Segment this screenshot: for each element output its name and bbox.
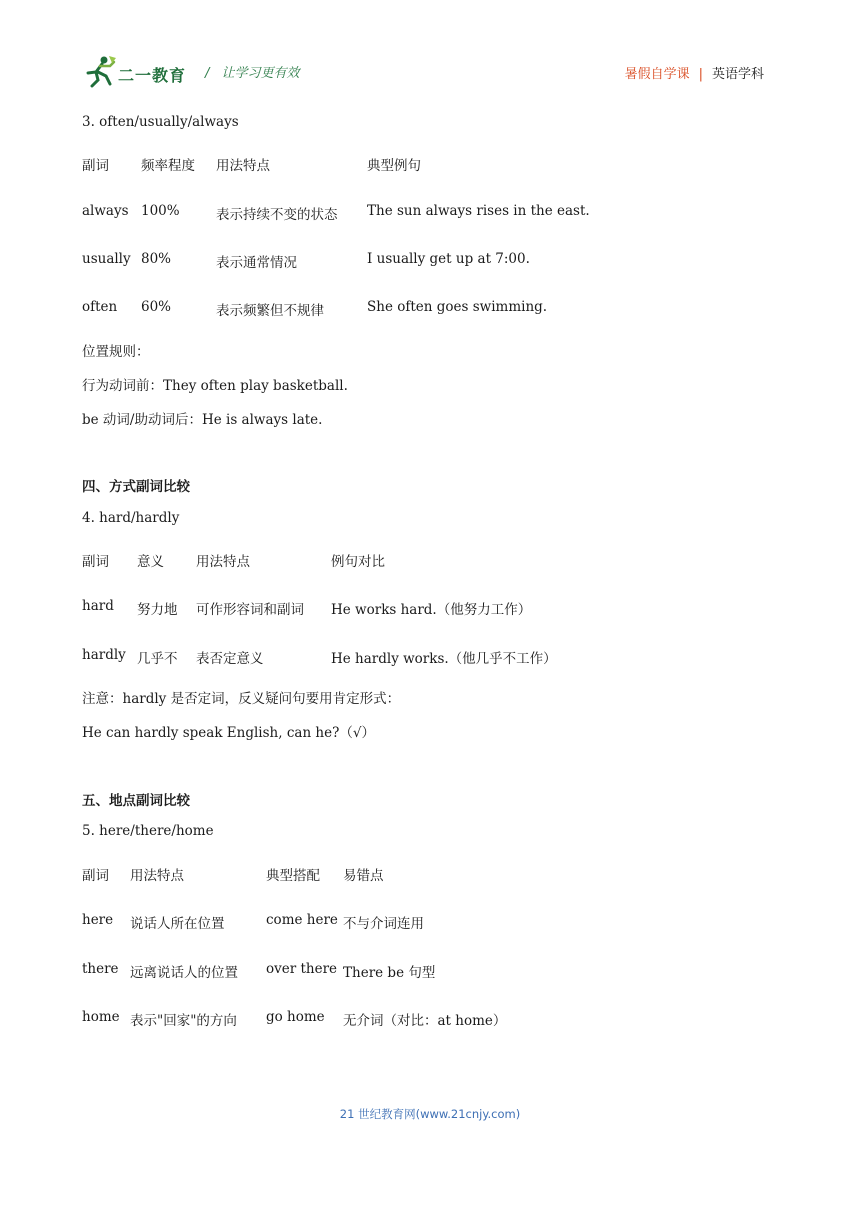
table-cell: He works hard.（他努力工作） xyxy=(331,602,532,618)
table-cell: often xyxy=(82,299,118,315)
slogan-slash: / xyxy=(205,66,210,81)
logo-text: 二一教育 xyxy=(118,66,187,85)
table-header-cell: 用法特点 xyxy=(196,554,250,570)
table-header-cell: 易错点 xyxy=(343,868,384,884)
table-cell: 表否定意义 xyxy=(196,651,264,667)
note-text: 注意：hardly 是否定词，反义疑问句要用肯定形式： xyxy=(82,691,401,707)
table-cell: hardly xyxy=(82,647,126,663)
table-cell: 说话人所在位置 xyxy=(130,916,225,932)
table-cell: here xyxy=(82,912,114,928)
runner-logo-icon xyxy=(82,54,118,88)
slogan xyxy=(205,62,300,81)
rule-item: be 动词/助动词后：He is always late. xyxy=(82,412,323,428)
slogan-text: 让学习更有效 xyxy=(221,66,300,81)
rule-item: 行为动词前：They often play basketball. xyxy=(82,378,348,394)
table-cell: 无介词（对比：at home） xyxy=(343,1013,507,1029)
table-cell: 80% xyxy=(141,251,172,267)
table-cell: The sun always rises in the east. xyxy=(367,203,590,219)
table-cell: 可作形容词和副词 xyxy=(196,602,304,618)
table-cell: He hardly works.（他几乎不工作） xyxy=(331,651,557,667)
table-header-cell: 频率程度 xyxy=(141,158,195,174)
table-cell: 60% xyxy=(141,299,172,315)
table-header-cell: 副词 xyxy=(82,554,109,570)
page-header xyxy=(82,54,764,92)
table-cell: 100% xyxy=(141,203,180,219)
table-header-cell: 典型例句 xyxy=(367,158,421,174)
table-cell: 努力地 xyxy=(137,602,178,618)
table-cell: 远离说话人的位置 xyxy=(130,965,238,981)
table-cell: usually xyxy=(82,251,131,267)
table-cell: There be 句型 xyxy=(343,965,436,981)
page-footer: 21 世纪教育网(www.21cnjy.com) xyxy=(339,1107,521,1121)
table-header-cell: 例句对比 xyxy=(331,554,385,570)
table-header-cell: 副词 xyxy=(82,158,109,174)
header-separator: | xyxy=(698,67,703,82)
section4-title: 4. hard/hardly xyxy=(82,510,180,526)
table-cell: I usually get up at 7:00. xyxy=(367,251,530,267)
table-cell: She often goes swimming. xyxy=(367,299,548,315)
table-header-cell: 典型搭配 xyxy=(266,868,320,884)
table-header-cell: 意义 xyxy=(137,554,164,570)
table-header-cell: 用法特点 xyxy=(130,868,184,884)
table-cell: there xyxy=(82,961,119,977)
table-cell: over there xyxy=(266,961,338,977)
section3-title: 3. often/usually/always xyxy=(82,114,239,130)
table-cell: come here xyxy=(266,912,338,928)
section5-heading: 五、地点副词比较 xyxy=(82,793,190,809)
table-cell: hard xyxy=(82,598,114,614)
table-cell: 表示通常情况 xyxy=(216,255,297,271)
table-cell: 几乎不 xyxy=(137,651,178,667)
course-label: 暑假自学课 xyxy=(624,67,690,82)
table-header-cell: 副词 xyxy=(82,868,109,884)
table-cell: 表示持续不变的状态 xyxy=(216,207,338,223)
table-cell: home xyxy=(82,1009,120,1025)
section5-title: 5. here/there/home xyxy=(82,823,214,839)
rules-title: 位置规则： xyxy=(82,344,150,360)
section4-heading: 四、方式副词比较 xyxy=(82,479,190,495)
header-course-info xyxy=(625,63,764,82)
table-cell: always xyxy=(82,203,129,219)
subject-label: 英语学科 xyxy=(711,67,764,82)
table-cell: 表示频繁但不规律 xyxy=(216,303,324,319)
table-cell: 不与介词连用 xyxy=(343,916,424,932)
table-cell: 表示"回家"的方向 xyxy=(130,1013,237,1029)
logo xyxy=(82,54,192,90)
table-cell: go home xyxy=(266,1009,325,1025)
table-header-cell: 用法特点 xyxy=(216,158,270,174)
example-text: He can hardly speak English, can he?（√） xyxy=(82,725,375,741)
